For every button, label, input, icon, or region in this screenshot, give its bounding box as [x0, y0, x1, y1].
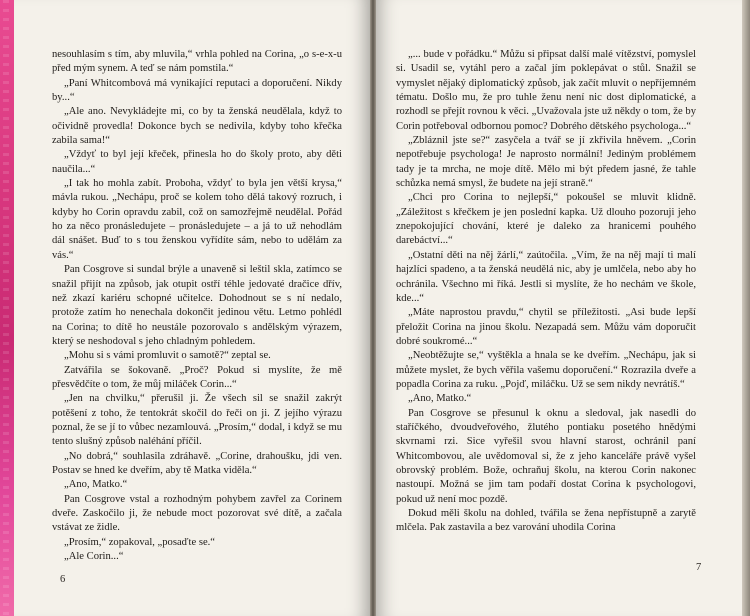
paragraph: Zatvářila se šokovaně. „Proč? Pokud si myslíte, že mě přesvědčíte o tom, že můj miláček Corin...“ — [52, 364, 342, 390]
paragraph: „Chci pro Corina to nejlepší,“ pokoušel se mluvit klidně. „Záležitost s křečkem je jen poslední kapka. Už dlouho pozoruji jeho znepokojující chování, které je daleko za hranicemi pouhého darebáctví...“ — [396, 192, 696, 247]
paragraph: „No dobrá,“ souhlasila zdráhavě. „Corine, drahoušku, jdi ven. Postav se hned ke dveřím, aby tě Matka viděla.“ — [52, 450, 342, 476]
paragraph: „Ano, Matko.“ — [408, 393, 472, 405]
paragraph: Pan Cosgrove vstal a rozhodným pohybem zavřel za Corinem dveře. Zaskočilo ji, že nebude moct pozorovat své dítě, a začala vstávat ze židle. — [52, 493, 342, 534]
paragraph: „Mohu si s vámi promluvit o samotě?“ zeptal se. — [64, 350, 271, 362]
book-cover-edge — [0, 0, 14, 616]
left-page-text — [52, 48, 342, 564]
paragraph: „Paní Whitcombová má vynikající reputaci a doporučení. Nikdy by...“ — [52, 77, 342, 104]
page-number: 7 — [696, 562, 702, 573]
left-page — [14, 0, 370, 616]
paragraph: „I tak ho mohla zabít. Proboha, vždyť to byla jen větší krysa,“ mávla rukou. „Nechápu, proč se kolem toho dělá takový rozruch, i kdyby ho Corin opravdu zabil, což on samozřejmě neudělal. Pořád ho za něco pronásledujete – pronásledujete – a já to už nehodlám dál snášet. Buď to s tou ženskou vyřídíte sám, nebo to udělám za vás.“ — [52, 178, 342, 261]
paragraph: „Ostatní děti na něj žárlí,“ zaútočila. „Vím, že na něj mají ti malí hajzlíci spadeno, a ta ženská neudělá nic, aby je umlčela, nebo aby ho ochránila. Všechno mi říká. Jestli si myslíte, že ho nechám ve škole, kde...“ — [396, 249, 696, 304]
right-page — [376, 0, 742, 616]
paragraph: „Ale ano. Nevykládejte mi, co by ta ženská neudělala, když to očividně provedla! Dokonce bych se nedivila, kdyby toho křečka zabila sama!“ — [52, 106, 342, 147]
paragraph: „Zbláznil jste se?“ zasyčela a tvář se jí zkřivila hněvem. „Corin nepotřebuje psychologa! Je naprosto normální! Jediným problémem tady je ta mrcha, ne moje dítě. Mělo mi být předem jasné, že tahle schůzka nemá smysl, že budete na její straně.“ — [396, 135, 696, 190]
paragraph: „Prosím,“ zopakoval, „posaďte se.“ — [64, 536, 215, 548]
page-edge — [742, 0, 750, 616]
right-page-text — [396, 48, 696, 536]
paragraph: „Vždyť to byl její křeček, přinesla ho do školy proto, aby děti naučila...“ — [52, 149, 342, 175]
paragraph: Pan Cosgrove si sundal brýle a unaveně si leštil skla, zatímco se snažil přijít na způsob, jak otupit ostří téhle jedovaté dračice dřív, než zkazí kariéru schopné učitelce. Dohodnout se s ní nedalo, protože zatím ho nenechala dokončit jedinou větu. Letmo pohlédl na Corina; to dítě ho neustále pozorovalo s andělským výrazem, který se neshodoval s jeho chladným pohledem. — [52, 264, 342, 347]
paragraph: Dokud měli školu na dohled, tvářila se žena nepřístupně a zarytě mlčela. Pak zastavila a bez varování uhodila Corina — [396, 508, 696, 534]
paragraph: „... bude v pořádku.“ Můžu si připsat další malé vítězství, pomyslel si. Usadil se, vytáhl pero a začal jím poklepávat o stůl. Snažil se vymyslet nějaký diplomatický způsob, jak začít mluvit o nepříjemném tématu. Došlo mu, že pro tuhle ženu není nic dost diplomatické, a rozhodl se přejít rovnou k věci. „Uvažovala jste už někdy o tom, že by Corin potřeboval odbornou pomoc? Dobrého dětského psychologa...“ — [396, 49, 696, 132]
paragraph: Pan Cosgrove se přesunul k oknu a sledoval, jak nasedli do staříčkého, dvoudveřového, žlutého pontiaku posetého hnědými skvrnami rzi. Sice vyřešil svou hlavní starost, ochránil paní Whitcombovou, ale uvědomoval si, že z jeho kanceláře právě vyšel obrovský problém. Bože, ochraňuj školu, na kterou Corin nakonec nastoupí. Možná se jim tam podaří dostat Corina k psychologovi, pokud už není moc pozdě. — [396, 407, 696, 505]
paragraph: „Máte naprostou pravdu,“ chytil se příležitosti. „Asi bude lepší přeložit Corina na jinou školu. Nezapadá sem. Můžu vám doporučit dobré soukromé...“ — [396, 307, 696, 347]
paragraph: nesouhlasím s tím, aby mluvila,“ vrhla pohled na Corina, „o s-e-x-u před mým synem. A teď se nám pomstila.“ — [52, 49, 342, 75]
page-number: 6 — [60, 574, 66, 585]
paragraph: „Ano, Matko.“ — [64, 479, 128, 491]
paragraph: „Jen na chvilku,“ přerušil ji. Že všech sil se snažil zakrýt potěšení z toho, že tentokrát skočil do řeči on ji. Z jejího výrazu poznal, že se jí to vůbec nezamlouvá. „Prosím,“ dodal, i když se mu tento slušný způsob naléhání příčil. — [52, 393, 342, 448]
paragraph: „Ale Corin...“ — [64, 551, 124, 563]
paragraph: „Neobtěžujte se,“ vyštěkla a hnala se ke dveřím. „Nechápu, jak si můžete myslet, že bych věřila vašemu doporučení.“ Rozrazila dveře a popadla Corina za ruku. „Pojď, miláčku. Už se sem nikdy nevrátíš.“ — [396, 350, 696, 390]
